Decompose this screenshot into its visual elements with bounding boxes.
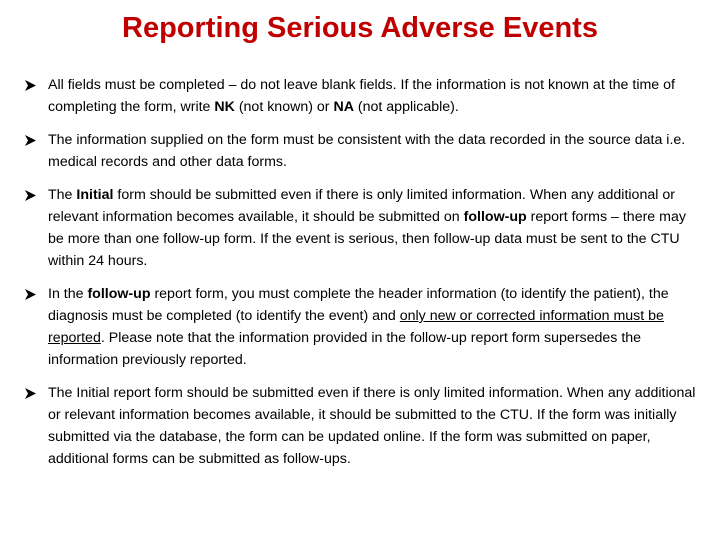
text-segment: report form, you must complete the header information (to identify the patient), the diagnosis must be completed (to identify the event) and (48, 286, 669, 324)
text-segment: (not applicable). (353, 99, 459, 115)
text-segment: In the (48, 286, 88, 302)
text-segment: . Please note that the information provided in the follow-up report form supersedes the information previously reported. (48, 330, 642, 368)
text-segment: The information supplied on the form must be consistent with the data recorded in the source data i.e. medical records and other data forms. (48, 132, 686, 170)
bold-term: follow-up (87, 286, 151, 302)
text-segment: report forms – there may be more than one follow-up form. If the event is serious, then follow-up data must be sent to the CTU within 24 hours. (48, 209, 686, 269)
bold-term: NA (333, 99, 354, 115)
text-segment: form should be submitted even if there is only limited information. When any additional or relevant information becomes available, it should be submitted on (48, 187, 675, 225)
page-title: Reporting Serious Adverse Events (122, 12, 598, 44)
text-segment: (not known) or (234, 99, 334, 115)
text-segment: All fields must be completed – do not leave blank fields. If the information is not known at the time of completing the form, write (48, 77, 675, 115)
bullet-text (48, 385, 695, 467)
bullet-item (24, 74, 696, 118)
bullet-text (48, 77, 675, 115)
bullet-text (48, 286, 669, 368)
bold-term: follow-up (463, 209, 527, 225)
bullet-item (24, 382, 696, 470)
bullet-text (48, 132, 685, 170)
bullet-item (24, 184, 696, 272)
bullet-text (48, 187, 686, 269)
text-segment: The Initial report form should be submitted even if there is only limited information. When any additional or relevant information becomes available, it should be submitted to the CTU. If the form was initially submitted via the database, the form can be updated online. If the form was submitted on paper, additional forms can be submitted as follow-ups. (48, 385, 696, 467)
text-segment: The (48, 187, 77, 203)
underlined-text: only new or corrected information must be reported (48, 308, 664, 346)
bullet-item (24, 283, 696, 371)
bullet-list (24, 74, 696, 481)
bullet-item (24, 129, 696, 173)
bold-term: Initial (76, 187, 114, 203)
bold-term: NK (214, 99, 235, 115)
